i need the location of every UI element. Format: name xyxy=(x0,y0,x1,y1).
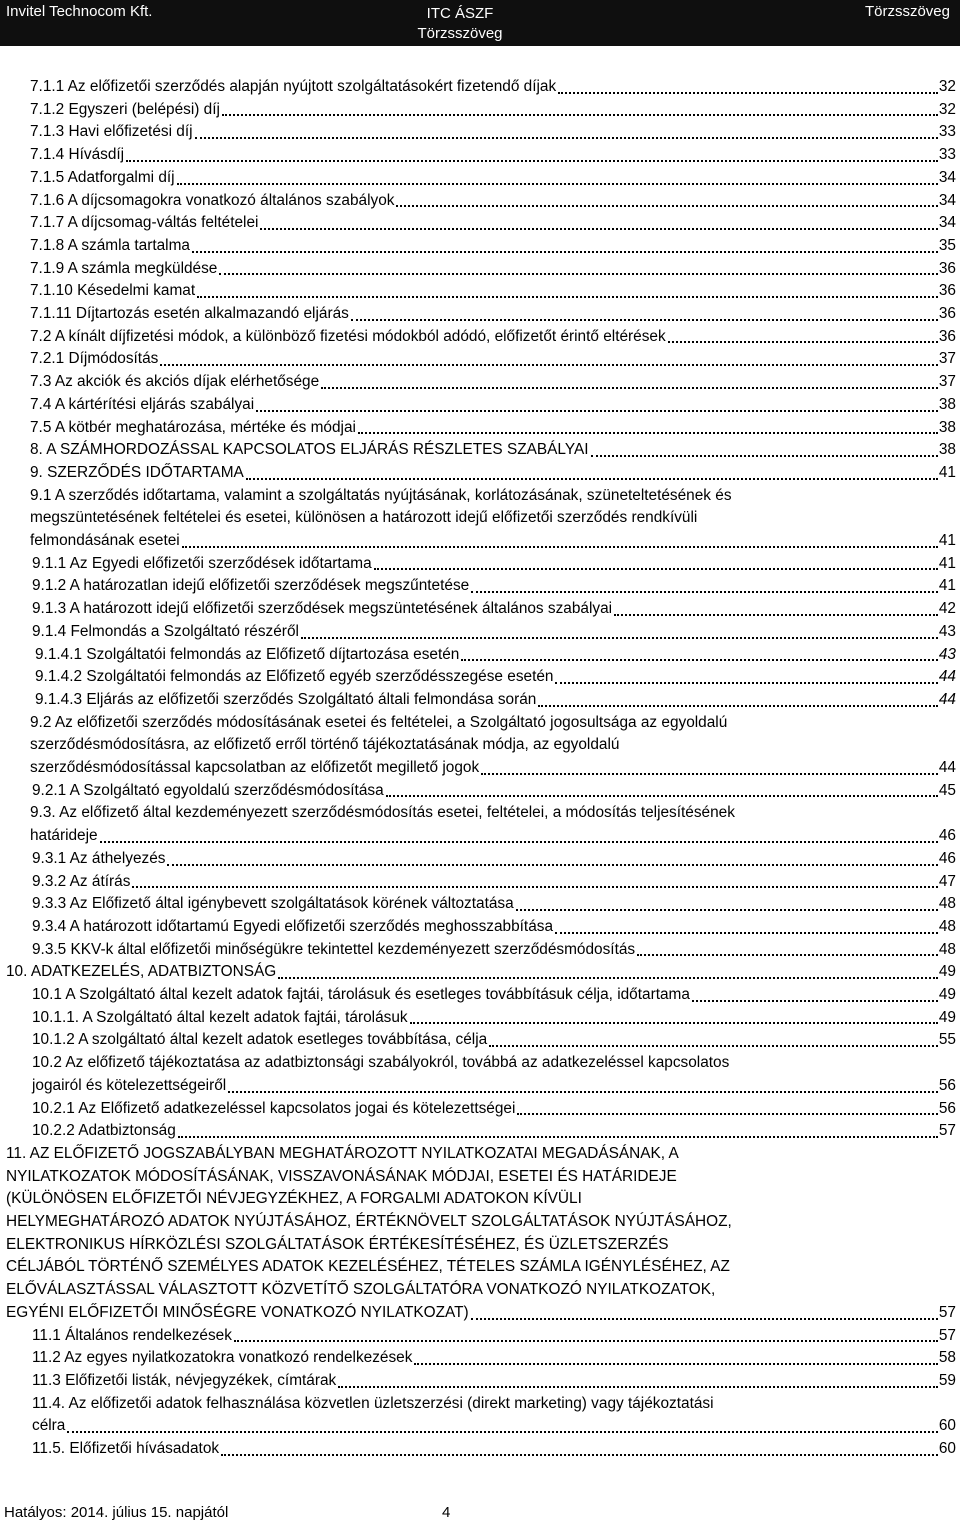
toc-page-number: 48 xyxy=(938,917,956,935)
dot-leader xyxy=(221,1453,938,1456)
toc-page-number: 59 xyxy=(938,1371,956,1389)
toc-page-number: 46 xyxy=(938,827,956,845)
toc-entry-title-line: (KÜLÖNÖSEN ELŐFIZETŐI NÉVJEGYZÉKHEZ, A FORGALMI ADATOKON KÍVÜLI xyxy=(6,1190,582,1208)
toc-page-number: 47 xyxy=(938,872,956,890)
toc-entry[interactable] xyxy=(35,689,956,712)
toc-entry[interactable] xyxy=(32,916,956,939)
toc-page-number: 56 xyxy=(938,1076,956,1094)
toc-page-number: 36 xyxy=(938,282,956,300)
toc-page-number: 41 xyxy=(938,554,956,572)
dot-leader xyxy=(160,363,938,366)
toc-entry[interactable] xyxy=(30,802,956,847)
toc-entry[interactable] xyxy=(30,190,956,213)
dot-leader xyxy=(67,1430,938,1433)
dot-leader xyxy=(338,1385,938,1388)
toc-entry[interactable] xyxy=(30,439,956,462)
page-footer xyxy=(0,1498,960,1528)
toc-page-number: 38 xyxy=(938,395,956,413)
toc-page-number: 49 xyxy=(938,986,956,1003)
toc-entry[interactable] xyxy=(32,871,956,894)
toc-entry-title: jogairól és kötelezettségeiről xyxy=(32,1076,227,1094)
dot-leader xyxy=(637,953,938,956)
toc-entry-title: 7.1.9 A számla megküldése xyxy=(30,259,218,277)
toc-entry-title: 9.1.4 Felmondás a Szolgáltató részéről xyxy=(32,622,299,640)
toc-entry[interactable] xyxy=(30,417,956,440)
toc-entry-title-line: 9.3. Az előfizető által kezdeményezett szerződésmódosítás esetei, feltételei, a módosítás teljesítésének xyxy=(30,804,735,822)
effective-date: Hatályos: 2014. július 15. napjától xyxy=(4,1504,229,1521)
toc-page-number: 57 xyxy=(938,1303,956,1321)
toc-page-number: 49 xyxy=(938,1008,956,1026)
toc-entry-title: 10.1.1. A Szolgáltató által kezelt adatok fajtái, tárolásuk xyxy=(32,1008,408,1026)
toc-entry[interactable] xyxy=(32,1029,956,1052)
dot-leader xyxy=(614,613,938,616)
header-doc-code: ITC ÁSZF xyxy=(426,5,494,22)
dot-leader xyxy=(167,863,937,866)
toc-page-number: 32 xyxy=(938,100,956,118)
toc-entry-title: 11.2 Az egyes nyilatkozatokra vonatkozó rendelkezések xyxy=(32,1349,413,1367)
toc-entry-title-line: 9.2 Az előfizetői szerződés módosításának esetei és feltételei, a Szolgáltató jogosultsága az egyoldalú xyxy=(30,713,728,731)
dot-leader xyxy=(178,1135,938,1138)
toc-entry-title-line: ELŐVÁLASZTÁSSAL VÁLASZTOTT KÖZVETÍTŐ SZOLGÁLTATÓRA VONATKOZÓ NYILATKOZATOK, xyxy=(6,1281,716,1299)
toc-entry-title: 7.2.1 Díjmódosítás xyxy=(30,350,159,368)
dot-leader xyxy=(481,772,938,775)
toc-entry-title-line: CÉLJÁBÓL TÖRTÉNŐ SZEMÉLYES ADATOK KEZELÉSÉHEZ, TÉTELES SZÁMLA IGÉNYLÉSÉHEZ, AZ xyxy=(6,1258,730,1276)
toc-entry[interactable] xyxy=(30,235,956,258)
toc-entry-title: 10. ADATKEZELÉS, ADATBIZTONSÁG xyxy=(6,963,277,981)
dot-leader xyxy=(132,885,937,888)
dot-leader xyxy=(219,272,938,275)
toc-page-number: 36 xyxy=(938,259,956,277)
toc-entry-title: 7.2 A kínált díjfizetési módok, a különböző fizetési módokból adódó, előfizetőt érintő eltérések xyxy=(30,327,666,345)
toc-entry[interactable] xyxy=(32,1052,956,1097)
toc-entry-title: határideje xyxy=(30,827,98,845)
dot-leader xyxy=(414,1362,937,1365)
toc-page-number: 46 xyxy=(938,849,956,867)
toc-entry[interactable] xyxy=(32,1370,956,1393)
dot-leader xyxy=(301,636,938,639)
dot-leader xyxy=(692,999,938,1002)
toc-entry[interactable] xyxy=(32,893,956,916)
toc-entry[interactable] xyxy=(32,1438,956,1461)
toc-page-number: 34 xyxy=(938,191,956,209)
toc-entry-title-line: szerződésmódosításra, az előfizető erről történő tájékoztatásának módja, az egyoldalú xyxy=(30,736,620,754)
dot-leader xyxy=(358,431,938,434)
toc-entry-title: 9.3.3 Az Előfizető által igénybevett szolgáltatások körének változtatása xyxy=(32,895,514,913)
toc-page-number: 49 xyxy=(938,963,956,981)
toc-entry[interactable] xyxy=(30,326,956,349)
toc-entry[interactable] xyxy=(6,961,956,984)
toc-page-number: 45 xyxy=(938,781,956,799)
toc-entry[interactable] xyxy=(30,462,956,485)
dot-leader xyxy=(591,454,938,457)
toc-entry-title: 7.3 Az akciók és akciós díjak elérhetősége xyxy=(30,373,320,391)
toc-entry-title: 7.1.4 Hívásdíj xyxy=(30,146,125,164)
toc-page-number: 43 xyxy=(938,622,956,640)
toc-entry-title: 9.1.3 A határozott idejű előfizetői szerződések megszüntetésének általános szabályai xyxy=(32,600,613,618)
toc-entry-title: 7.1.2 Egyszeri (belépési) díj xyxy=(30,100,220,118)
toc-entry[interactable] xyxy=(6,1143,956,1325)
toc-entry-title-line: 9.1 A szerződés időtartama, valamint a szolgáltatás nyújtásának, korlátozásának, szüneteltetésének és xyxy=(30,486,732,504)
toc-entry-title: 9.1.4.1 Szolgáltatói felmondás az Előfizető díjtartozása esetén xyxy=(35,645,460,663)
dot-leader xyxy=(471,590,938,593)
toc-page-number: 33 xyxy=(938,146,956,164)
toc-page-number: 56 xyxy=(938,1099,956,1117)
toc-entry-title-line: NYILATKOZATOK MÓDOSÍTÁSÁNAK, VISSZAVONÁSÁNAK MÓDJAI, ESETEI ÉS HATÁRIDEJE xyxy=(6,1167,677,1185)
toc-page-number: 58 xyxy=(938,1349,956,1367)
toc-entry[interactable] xyxy=(32,1007,956,1030)
toc-page-number: 36 xyxy=(938,327,956,345)
page-number: 4 xyxy=(442,1504,451,1521)
toc-entry-title: EGYÉNI ELŐFIZETŐI MINŐSÉGRE VONATKOZÓ NYILATKOZAT) xyxy=(6,1303,469,1321)
header-company: Invitel Technocom Kft. xyxy=(6,3,153,20)
toc-entry[interactable] xyxy=(32,621,956,644)
toc-entry-title: 9.1.2 A határozatlan idejű előfizetői szerződések megszűntetése xyxy=(32,577,470,595)
toc-entry-title: 11.3 Előfizetői listák, névjegyzékek, címtárak xyxy=(32,1371,337,1389)
toc-entry-title: célra xyxy=(32,1417,66,1435)
dot-leader xyxy=(555,681,937,684)
toc-entry[interactable] xyxy=(32,1120,956,1143)
toc-entry[interactable] xyxy=(35,666,956,689)
toc-page-number: 33 xyxy=(938,123,956,141)
dot-leader xyxy=(471,1317,938,1320)
dot-leader xyxy=(517,1112,937,1115)
dot-leader xyxy=(558,91,938,94)
toc-page-number: 48 xyxy=(938,895,956,913)
toc-entry-title: 9.3.2 Az átírás xyxy=(32,872,131,890)
dot-leader xyxy=(222,113,938,116)
toc-page-number: 55 xyxy=(938,1031,956,1049)
dot-leader xyxy=(668,340,938,343)
toc-page-number: 35 xyxy=(938,236,956,254)
toc-entry[interactable] xyxy=(30,485,956,553)
dot-leader xyxy=(555,931,938,934)
toc-page-number: 41 xyxy=(938,577,956,595)
toc-page-number: 37 xyxy=(938,373,956,391)
dot-leader xyxy=(538,704,938,707)
toc-entry[interactable] xyxy=(30,167,956,190)
toc-entry-title: 7.1.5 Adatforgalmi díj xyxy=(30,168,175,186)
toc-entry-title: 7.1.10 Késedelmi kamat xyxy=(30,282,196,300)
toc-page-number: 44 xyxy=(938,759,956,776)
header-doc-type: Törzsszöveg xyxy=(417,25,503,42)
toc-page-number: 38 xyxy=(938,441,956,459)
toc-entry[interactable] xyxy=(32,1325,956,1348)
dot-leader xyxy=(126,159,938,162)
dot-leader xyxy=(195,136,938,139)
toc-entry[interactable] xyxy=(30,348,956,371)
dot-leader xyxy=(260,227,937,230)
dot-leader xyxy=(192,250,938,253)
toc-entry-title: 7.5 A kötbér meghatározása, mértéke és módjai xyxy=(30,418,356,436)
toc-entry[interactable] xyxy=(30,280,956,303)
toc-entry[interactable] xyxy=(32,553,956,576)
toc-entry-title: 7.4 A kártérítési eljárás szabályai xyxy=(30,395,255,413)
toc-page-number: 60 xyxy=(938,1417,956,1435)
toc-entry-title: 10.2.2 Adatbiztonság xyxy=(32,1122,176,1140)
toc-entry-title: 11.5. Előfizetői hívásadatok xyxy=(32,1440,220,1457)
toc-entry-title: felmondásának esetei xyxy=(30,532,180,549)
toc-entry-title-line: 11. AZ ELŐFIZETŐ JOGSZABÁLYBAN MEGHATÁROZOTT NYILATKOZATAI MEGADÁSÁNAK, A xyxy=(6,1144,679,1162)
toc-page-number: 41 xyxy=(938,463,956,481)
dot-leader xyxy=(489,1044,938,1047)
dot-leader xyxy=(461,658,938,661)
toc-entry-title: 8. A SZÁMHORDOZÁSSAL KAPCSOLATOS ELJÁRÁS RÉSZLETES SZABÁLYAI xyxy=(30,441,589,459)
toc-page-number: 44 xyxy=(938,690,956,708)
toc-entry[interactable] xyxy=(32,984,956,1007)
dot-leader xyxy=(234,1339,938,1342)
toc-entry-title: szerződésmódosítással kapcsolatban az előfizetőt megillető jogok xyxy=(30,759,480,776)
toc-entry-title: 7.1.11 Díjtartozás esetén alkalmazandó eljárás xyxy=(30,305,349,322)
dot-leader xyxy=(197,295,938,298)
toc-page-number: 41 xyxy=(938,532,956,549)
toc-entry[interactable] xyxy=(35,644,956,667)
toc-entry[interactable] xyxy=(30,371,956,394)
toc-entry[interactable] xyxy=(30,144,956,167)
toc-entry[interactable] xyxy=(32,848,956,871)
toc-entry[interactable] xyxy=(32,1347,956,1370)
toc-entry[interactable] xyxy=(32,575,956,598)
toc-page-number: 42 xyxy=(938,600,956,618)
dot-leader xyxy=(177,182,938,185)
dot-leader xyxy=(396,204,937,207)
dot-leader xyxy=(516,908,938,911)
toc-entry-title: 9.2.1 A Szolgáltató egyoldalú szerződésmódosítása xyxy=(32,781,384,799)
toc-page-number: 57 xyxy=(938,1326,956,1344)
dot-leader xyxy=(278,976,938,979)
toc-entry[interactable] xyxy=(32,1098,956,1121)
toc-entry[interactable] xyxy=(30,76,956,99)
toc-entry-title: 7.1.7 A díjcsomag-váltás feltételei xyxy=(30,214,259,232)
toc-entry[interactable] xyxy=(32,780,956,803)
toc-entry[interactable] xyxy=(30,394,956,417)
toc-entry-title-line: 11.4. Az előfizetői adatok felhasználása közvetlen üzletszerzési (direkt marketing) vagy tájékoztatási xyxy=(32,1394,714,1412)
toc-entry-title: 9.3.5 KKV-k által előfizetői minőségükre tekintettel kezdeményezett szerződésmódosítás xyxy=(32,940,636,958)
toc-entry-title: 9. SZERZŐDÉS IDŐTARTAMA xyxy=(30,463,244,481)
dot-leader xyxy=(246,477,938,480)
toc-page-number: 38 xyxy=(938,418,956,436)
toc-entry-title: 10.1 A Szolgáltató által kezelt adatok fajtái, tárolásuk és esetleges továbbításuk célja, időtartama xyxy=(32,986,690,1003)
toc-entry-title: 9.3.4 A határozott időtartamú Egyedi előfizetői szerződés meghosszabbítása xyxy=(32,917,554,935)
toc-entry[interactable] xyxy=(32,1393,956,1438)
toc-entry[interactable] xyxy=(30,212,956,235)
toc-entry-title: 11.1 Általános rendelkezések xyxy=(32,1326,232,1344)
dot-leader xyxy=(374,567,938,570)
toc-page-number: 60 xyxy=(938,1440,956,1457)
toc-entry[interactable] xyxy=(30,99,956,122)
toc-entry-title-line: megszüntetésének feltételei és esetei, különösen a határozott idejű előfizetői szerződés rendkívüli xyxy=(30,509,698,527)
header-document xyxy=(398,4,522,44)
toc-page-number: 43 xyxy=(938,645,956,663)
toc-page-number: 37 xyxy=(938,350,956,368)
toc-entry[interactable] xyxy=(30,712,956,780)
toc-entry-title-line: ELEKTRONIKUS HÍRKÖZLÉSI SZOLGÁLTATÁSOK ÉRTÉKESÍTÉSÉHEZ, ÉS ÜZLETSZERZÉS xyxy=(6,1235,669,1253)
toc-entry[interactable] xyxy=(30,121,956,144)
dot-leader xyxy=(100,840,938,843)
toc-entry[interactable] xyxy=(32,939,956,962)
toc-entry-title: 9.3.1 Az áthelyezés xyxy=(32,849,166,867)
toc-page-number: 36 xyxy=(938,305,956,322)
toc-entry-title: 7.1.8 A számla tartalma xyxy=(30,236,190,254)
toc-page-number: 34 xyxy=(938,214,956,232)
toc-entry-title: 9.1.4.2 Szolgáltatói felmondás az Előfizető egyéb szerződésszegése esetén xyxy=(35,668,554,686)
toc-page-number: 44 xyxy=(938,668,956,686)
dot-leader xyxy=(182,545,938,548)
toc-entry[interactable] xyxy=(32,598,956,621)
toc-page-number: 32 xyxy=(938,78,956,95)
toc-page-number: 34 xyxy=(938,168,956,186)
toc-entry[interactable] xyxy=(30,303,956,326)
dot-leader xyxy=(321,386,938,389)
toc-entry-title: 7.1.6 A díjcsomagokra vonatkozó általános szabályok xyxy=(30,191,395,209)
toc-entry-title-line: HELYMEGHATÁROZÓ ADATOK NYÚJTÁSÁHOZ, ÉRTÉKNÖVELT SZOLGÁLTATÁSOK NYÚJTÁSÁHOZ, xyxy=(6,1213,732,1230)
toc-page-number: 57 xyxy=(938,1122,956,1140)
dot-leader xyxy=(228,1090,938,1093)
toc-entry-title: 9.1.1 Az Egyedi előfizetői szerződések időtartama xyxy=(32,554,372,572)
toc-entry-title: 7.1.3 Havi előfizetési díj xyxy=(30,123,193,141)
toc-entry-title: 9.1.4.3 Eljárás az előfizetői szerződés Szolgáltató általi felmondása során xyxy=(35,690,537,708)
toc-page-number: 48 xyxy=(938,940,956,958)
toc-entry-title: 7.1.1 Az előfizetői szerződés alapján nyújtott szolgáltatásokért fizetendő díjak xyxy=(30,78,557,95)
toc-entry-title: 10.1.2 A szolgáltató által kezelt adatok esetleges továbbítása, célja xyxy=(32,1031,488,1049)
dot-leader xyxy=(351,318,938,321)
dot-leader xyxy=(256,409,938,412)
dot-leader xyxy=(410,1021,938,1024)
toc-entry[interactable] xyxy=(30,258,956,281)
header-section: Törzsszöveg xyxy=(864,3,950,20)
toc-entry-title-line: 10.2 Az előfizető tájékoztatása az adatbiztonsági szabályokról, továbbá az adatkezeléssel kapcsolatos xyxy=(32,1054,730,1072)
dot-leader xyxy=(386,794,938,797)
toc-entry-title: 10.2.1 Az Előfizető adatkezeléssel kapcsolatos jogai és kötelezettségei xyxy=(32,1099,516,1117)
page-header xyxy=(0,0,960,46)
